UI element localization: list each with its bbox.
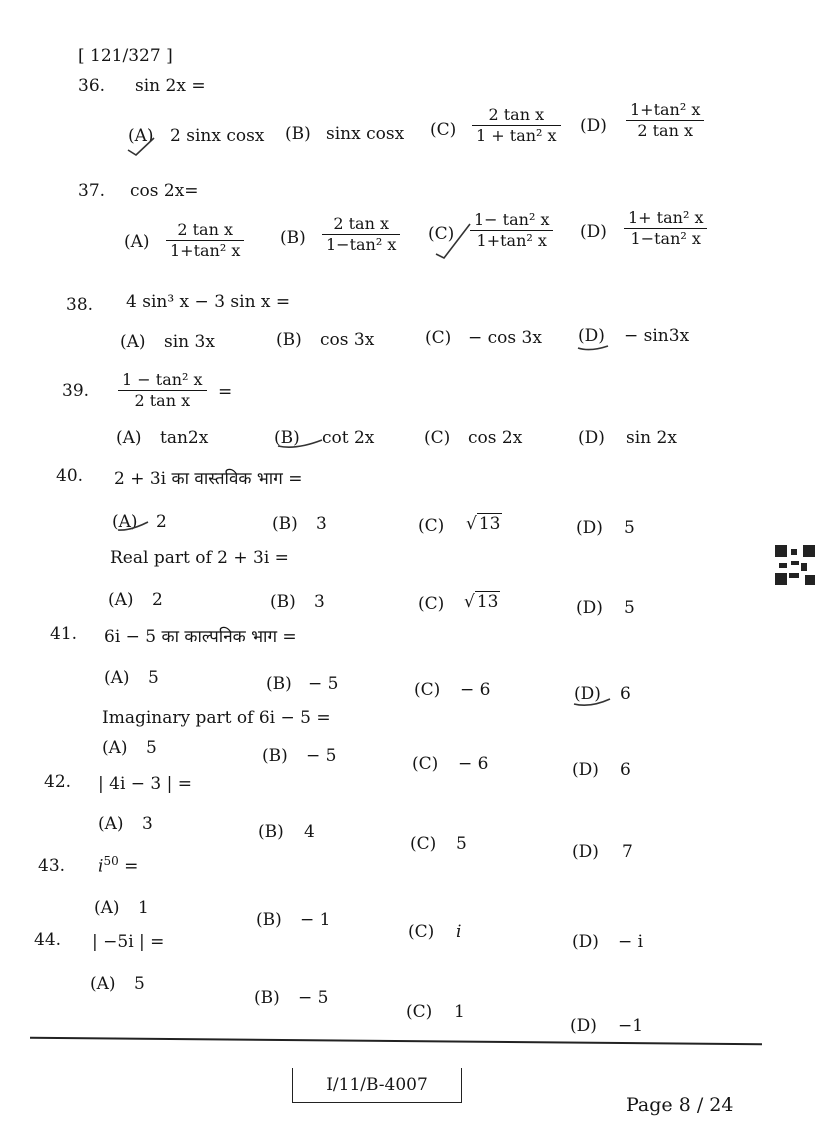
fraction-denominator: 2 tan x [626, 120, 704, 141]
fraction-denominator: 1−tan² x [322, 234, 400, 255]
question-number-40: 40. [56, 466, 84, 486]
stem-exponent: 50 [103, 854, 119, 868]
question-number-39: 39. [62, 381, 90, 401]
radicand: 13 [478, 514, 501, 534]
q37-option-b-label[interactable]: (B) [280, 228, 306, 248]
paper-code-box [292, 1068, 462, 1103]
question-36-stem: sin 2x = [135, 76, 206, 96]
q43-option-b-text: − 1 [300, 910, 331, 930]
fraction-denominator: 1 + tan² x [472, 125, 561, 146]
question-number-43: 43. [38, 856, 66, 876]
question-number-38: 38. [66, 295, 94, 315]
q36-option-a-label[interactable]: (A) [128, 126, 154, 146]
q37-option-c-label[interactable]: (C) [428, 224, 455, 244]
q36-option-d-fraction [626, 100, 704, 141]
q37-option-c-fraction [470, 210, 553, 251]
q41-option-d-text: 6 [620, 684, 631, 704]
question-39-fraction [118, 370, 207, 411]
q42-option-d-label[interactable]: (D) [572, 842, 599, 862]
q36-option-c-label[interactable]: (C) [430, 120, 457, 140]
q43-option-b-label[interactable]: (B) [256, 910, 282, 930]
question-40-stem-hindi: 2 + 3i का वास्तविक भाग = [114, 469, 303, 489]
fraction-numerator: 2 tan x [177, 220, 234, 239]
radicand: 13 [476, 592, 499, 612]
question-number-36: 36. [78, 76, 106, 96]
q36-option-b-text: sinx cosx [326, 124, 405, 144]
q41-option-a2-text: 5 [146, 738, 157, 758]
stem-base: i [98, 856, 104, 877]
q42-option-c-text: 5 [456, 834, 467, 854]
q36-option-d-label[interactable]: (D) [580, 116, 607, 136]
q40-option-d-text: 5 [624, 518, 635, 538]
q44-option-b-text: − 5 [298, 988, 329, 1008]
q37-option-a-label[interactable]: (A) [124, 232, 150, 252]
q40-option-c-sqrt: √ 13 [466, 514, 501, 534]
q41-option-c2-text: − 6 [458, 754, 489, 774]
q43-option-a-text: 1 [138, 898, 149, 918]
question-39-equals: = [218, 382, 233, 402]
q43-option-d-text: − i [618, 932, 644, 952]
qr-code-icon [775, 545, 815, 585]
question-number-44: 44. [34, 930, 62, 950]
q40-option-b-label[interactable]: (B) [272, 514, 298, 534]
q37-option-d-fraction [624, 208, 707, 249]
q40-option-c2-sqrt: √ 13 [464, 592, 499, 612]
q39-option-d-label[interactable]: (D) [578, 428, 605, 448]
fraction-denominator: 2 tan x [118, 390, 207, 411]
q40-option-b2-text: 3 [314, 592, 325, 612]
q41-option-b-text: − 5 [308, 674, 339, 694]
q41-option-b-label[interactable]: (B) [266, 674, 292, 694]
q38-option-c-text: − cos 3x [468, 328, 542, 348]
q40-option-a2-label[interactable]: (A) [108, 590, 134, 610]
paper-code: I/11/B-4007 [326, 1075, 428, 1095]
q38-option-b-label[interactable]: (B) [276, 330, 302, 350]
q43-option-c-text: i [456, 922, 462, 942]
stem-equals: = [118, 856, 139, 877]
q42-option-b-label[interactable]: (B) [258, 822, 284, 842]
q42-option-c-label[interactable]: (C) [410, 834, 437, 854]
q39-option-a-label[interactable]: (A) [116, 428, 142, 448]
q40-option-d-label[interactable]: (D) [576, 518, 603, 538]
fraction-denominator: 1−tan² x [624, 228, 707, 249]
question-41-stem-english: Imaginary part of 6i − 5 = [102, 708, 331, 728]
q40-option-d2-text: 5 [624, 598, 635, 618]
q37-option-d-label[interactable]: (D) [580, 222, 607, 242]
fraction-denominator: 1+tan² x [470, 230, 553, 251]
q37-option-b-fraction [322, 214, 400, 255]
q39-option-c-label[interactable]: (C) [424, 428, 451, 448]
fraction-numerator: 2 tan x [333, 214, 390, 233]
q44-option-a-text: 5 [134, 974, 145, 994]
q38-option-a-label[interactable]: (A) [120, 332, 146, 352]
fraction-numerator: 2 tan x [488, 105, 545, 124]
q44-option-d-text: −1 [618, 1016, 644, 1036]
question-42-stem: | 4i − 3 | = [98, 774, 193, 794]
q40-option-a-text: 2 [156, 512, 167, 532]
q44-option-c-text: 1 [454, 1002, 465, 1022]
q42-option-a-label[interactable]: (A) [98, 814, 124, 834]
question-number-37: 37. [78, 181, 106, 201]
q39-option-a-text: tan2x [160, 428, 209, 448]
q42-option-a-text: 3 [142, 814, 153, 834]
question-44-stem: | −5i | = [92, 932, 165, 952]
q38-option-d-label[interactable]: (D) [578, 326, 605, 346]
q41-option-a2-label[interactable]: (A) [102, 738, 128, 758]
q37-option-a-fraction [166, 220, 244, 261]
q41-option-a-label[interactable]: (A) [104, 668, 130, 688]
question-37-stem: cos 2x= [130, 181, 199, 201]
question-43-stem [98, 854, 138, 877]
q38-option-a-text: sin 3x [164, 332, 215, 352]
q40-option-c2-label[interactable]: (C) [418, 594, 445, 614]
question-number-41: 41. [50, 624, 78, 644]
q40-option-d2-label[interactable]: (D) [576, 598, 603, 618]
q41-option-d-label[interactable]: (D) [574, 684, 601, 704]
fraction-denominator: 1+tan² x [166, 240, 244, 261]
q44-option-a-label[interactable]: (A) [90, 974, 116, 994]
q39-option-b-text: cot 2x [322, 428, 375, 448]
q40-option-a2-text: 2 [152, 590, 163, 610]
q42-option-b-text: 4 [304, 822, 315, 842]
fraction-numerator: 1+ tan² x [628, 208, 704, 227]
q41-option-b2-label[interactable]: (B) [262, 746, 288, 766]
q40-option-b2-label[interactable]: (B) [270, 592, 296, 612]
fraction-numerator: 1+tan² x [630, 100, 701, 119]
q38-option-d-text: − sin3x [624, 326, 690, 346]
q42-option-d-text: 7 [622, 842, 633, 862]
q36-option-a-text: 2 sinx cosx [170, 126, 265, 146]
question-38-stem: 4 sin³ x − 3 sin x = [126, 292, 291, 312]
q36-option-c-fraction [472, 105, 561, 146]
q44-option-b-label[interactable]: (B) [254, 988, 280, 1008]
q39-option-b-label[interactable]: (B) [274, 428, 300, 448]
q41-option-a-text: 5 [148, 668, 159, 688]
q40-option-b-text: 3 [316, 514, 327, 534]
q43-option-c-label[interactable]: (C) [408, 922, 435, 942]
q44-option-d-label[interactable]: (D) [570, 1016, 597, 1036]
page-number: Page 8 / 24 [626, 1094, 734, 1116]
question-number-42: 42. [44, 772, 72, 792]
q41-option-d2-text: 6 [620, 760, 631, 780]
q41-option-d2-label[interactable]: (D) [572, 760, 599, 780]
q44-option-c-label[interactable]: (C) [406, 1002, 433, 1022]
q36-option-b-label[interactable]: (B) [285, 124, 311, 144]
q40-option-a-label[interactable]: (A) [112, 512, 138, 532]
q38-option-b-text: cos 3x [320, 330, 375, 350]
q43-option-d-label[interactable]: (D) [572, 932, 599, 952]
q39-option-c-text: cos 2x [468, 428, 523, 448]
footer-rule [30, 1037, 762, 1045]
q41-option-b2-text: − 5 [306, 746, 337, 766]
q38-option-c-label[interactable]: (C) [425, 328, 452, 348]
q41-option-c-text: − 6 [460, 680, 491, 700]
paper-reference: [ 121/327 ] [78, 46, 173, 66]
q40-option-c-label[interactable]: (C) [418, 516, 445, 536]
question-41-stem-hindi: 6i − 5 का काल्पनिक भाग = [104, 627, 297, 647]
fraction-numerator: 1 − tan² x [122, 370, 203, 389]
q41-option-c2-label[interactable]: (C) [412, 754, 439, 774]
q41-option-c-label[interactable]: (C) [414, 680, 441, 700]
q39-option-d-text: sin 2x [626, 428, 677, 448]
question-40-stem-english: Real part of 2 + 3i = [110, 548, 289, 568]
fraction-numerator: 1− tan² x [474, 210, 550, 229]
q43-option-a-label[interactable]: (A) [94, 898, 120, 918]
